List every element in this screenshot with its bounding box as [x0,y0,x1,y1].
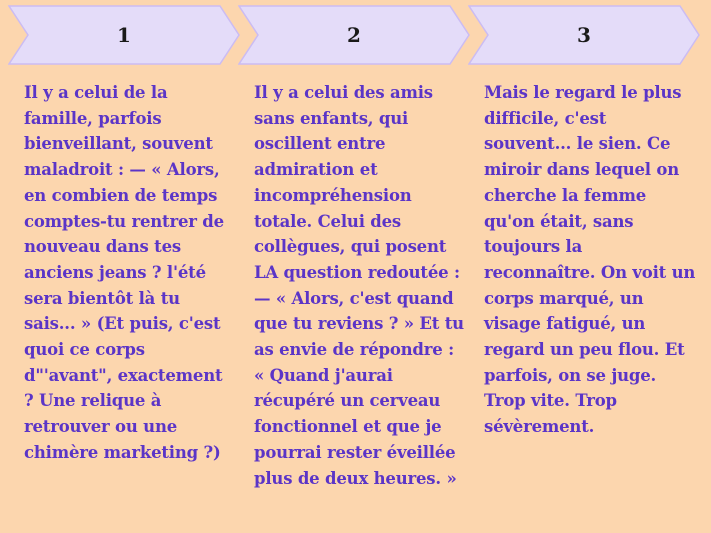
step-2-number: 2 [347,23,361,47]
step-1-text: Il y a celui de la famille, parfois bienveillant, souvent maladroit : — « Alors, en combien de temps comptes-tu rentrer de nouveau dans tes anciens jeans ? l'été sera bientôt là tu sais... » (Et puis, c'est quoi ce corps d"'avant", exactement ? Une relique à retrouver ou une chimère marketing ?) [24,83,224,462]
step-3 [468,0,700,533]
step-3-text: Mais le regard le plus difficile, c'est souvent... le sien. Ce miroir dans lequel on cherche la femme qu'on était, sans toujours la reconnaître. On voit un corps marqué, un visage fatigué, un regard un peu flou. Et parfois, on se juge. Trop vite. Trop sévèrement. [484,83,696,437]
step-2-chevron [238,5,470,65]
step-1-number: 1 [117,23,131,47]
step-3-number: 3 [577,23,591,47]
step-1 [8,0,240,533]
step-3-chevron [468,5,700,65]
step-2 [238,0,470,533]
step-1-chevron [8,5,240,65]
step-2-text: Il y a celui des amis sans enfants, qui oscillent entre admiration et incompréhension totale. Celui des collègues, qui posent LA question redoutée : — « Alors, c'est quand que tu reviens ? » Et tu as envie de répondre : « Quand j'aurai récupéré un cerveau fonctionnel et que je pourrai rester éveillée plus de deux heures. » [254,83,464,488]
